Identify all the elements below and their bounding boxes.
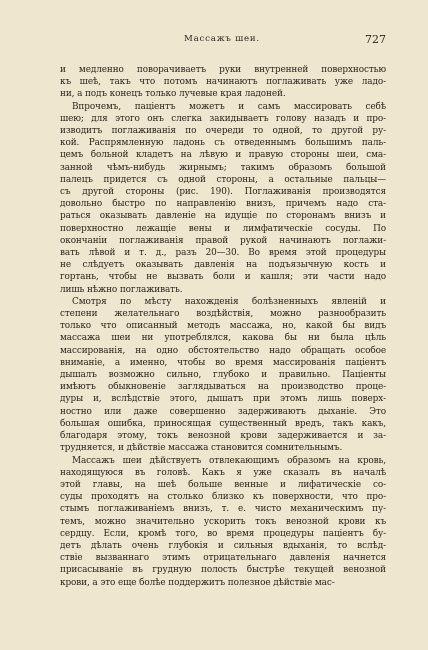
paragraph xyxy=(60,296,386,455)
text-line: раться оказывать давленіе на идущіе по сторонамъ внизъ и xyxy=(60,211,386,222)
text-line: палецъ придется съ одной стороны, а остальные пальцы— xyxy=(60,174,386,185)
text-line: изводитъ поглаживанія по очереди то одной, то другой ру- xyxy=(60,126,386,137)
text-line: детъ дѣлать очень глубокія и сильныя вдыханія, то вслѣд- xyxy=(60,540,386,551)
text-line: имѣютъ обыкновеніе заглядываться на производство проце- xyxy=(60,382,386,393)
text-line: Смотря по мѣсту нахожденія болѣзненныхъ явленій и xyxy=(72,296,386,307)
text-line: темъ, можно значительно ускорить токъ венозной крови къ xyxy=(60,516,386,527)
text-line: не слѣдуетъ оказывать давленія на подъязычную кость и xyxy=(60,260,386,271)
text-line: шею; для этого онъ слегка закидываетъ голову назадъ и про- xyxy=(60,113,386,124)
text-line: ствіе вызваннаго этимъ отрицательнаго давленія начнется xyxy=(60,553,386,564)
text-line: Массажъ шеи дѣйствуетъ отвлекающимъ образомъ на кровь, xyxy=(72,455,386,466)
text-line: окончаніи поглаживанія правой рукой начинаютъ поглажи- xyxy=(60,235,386,246)
text-line: вниманіе, а именно, чтобы во время массированія паціентъ xyxy=(60,357,386,368)
text-line: суды проходятъ на столько близко къ поверхности, что про- xyxy=(60,492,386,503)
paragraph xyxy=(60,101,386,296)
text-line: поверхностно лежащіе вены и лимфатическіе сосуды. По xyxy=(60,223,386,234)
text-line: находящуюся въ головѣ. Какъ я уже сказалъ въ началѣ xyxy=(60,467,386,478)
text-line: массированія, на одно обстоятельство надо обращать особое xyxy=(60,345,386,356)
text-line: благодаря этому, токъ венозной крови задерживается и за- xyxy=(60,431,386,442)
text-line: и медленно поворачиваетъ руки внутренней поверхностью xyxy=(60,65,386,75)
text-line: стымъ поглаживаніемъ внизъ, т. е. чисто механическимъ пу- xyxy=(60,504,386,515)
text-line: этой главы, на шеѣ больше венные и лифатическіе со- xyxy=(60,479,386,490)
text-line: Впрочемъ, паціентъ можетъ и самъ массировать себѣ xyxy=(72,101,386,112)
text-line: большая ошибка, приносящая существенный вредъ, такъ какъ, xyxy=(60,418,386,429)
text-line: къ шеѣ, такъ что потомъ начинаютъ поглаживать уже ладо- xyxy=(60,77,386,88)
text-line: дуры и, вслѣдствіе этого, дышатъ при этомъ лишь поверх- xyxy=(60,394,386,405)
text-line: довольно быстро по направленію внизъ, причемъ надо ста- xyxy=(60,199,386,210)
text-line: вать лѣвой и т. д., разъ 20—30. Во время этой процедуры xyxy=(60,248,386,259)
text-line: крови, а это еще болѣе поддержитъ полезное дѣйствіе мас- xyxy=(60,577,335,588)
text-line: съ другой стороны (рис. 190). Поглаживанія производятся xyxy=(60,187,386,198)
text-line: трудняется, и дѣйствіе массажа становится сомнительнымъ. xyxy=(60,443,343,454)
text-line: только что описанный методъ массажа, но, какой бы видъ xyxy=(60,321,386,332)
text-line: дышалъ возможно сильно, глубоко и правильно. Паціенты xyxy=(60,370,386,381)
text-line: гортань, чтобы не вызвать боли и кашля; эти части надо xyxy=(60,272,386,283)
text-line: кой. Распрямленную ладонь съ отведеннымъ большимъ паль- xyxy=(60,138,386,149)
paragraph xyxy=(60,64,386,101)
text-line: занной чѣмъ-нибудь жирнымъ; такимъ образомъ большой xyxy=(60,162,386,173)
text-line: ностно или даже совершенно задерживаютъ дыханіе. Это xyxy=(60,406,386,417)
text-line: сердцу. Если, кромѣ того, во время процедуры паціентъ бу- xyxy=(60,528,386,539)
text-line: ни, а подъ конецъ только лучевые края ладоней. xyxy=(60,89,286,100)
text-line: массажа шеи ни употреблялся, какова бы ни была цѣль xyxy=(60,333,386,344)
paragraph xyxy=(60,455,386,589)
body-text xyxy=(60,64,386,589)
page-number: 727 xyxy=(365,33,386,46)
text-line: лишь нѣжно поглаживать. xyxy=(60,284,183,295)
text-line: цемъ больной кладетъ на лѣвую и правую стороны шеи, сма- xyxy=(60,150,386,161)
text-line: степени желательнаго воздѣйствія, можно разнообразить xyxy=(60,309,386,320)
page-header xyxy=(58,34,386,48)
text-line: присасываніе въ грудную полость быстрѣе текущей венозной xyxy=(60,565,386,576)
running-title: Массажъ шеи. xyxy=(184,34,260,44)
